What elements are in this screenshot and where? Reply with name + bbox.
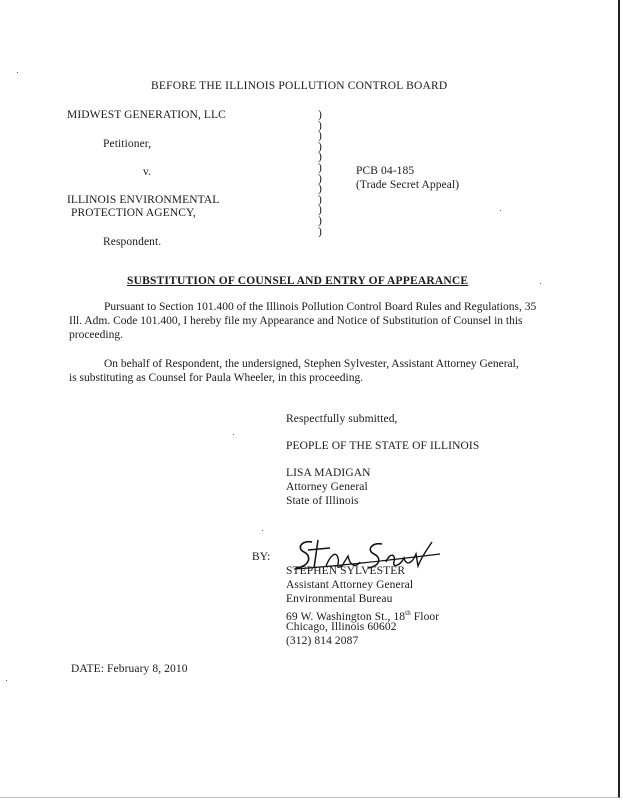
respondent-role: Respondent. [103, 236, 162, 248]
attorney-general-state: State of Illinois [286, 495, 359, 507]
scan-speck [500, 210, 501, 211]
date-line: DATE: February 8, 2010 [71, 663, 188, 675]
scan-speck [6, 680, 7, 681]
scan-speck [262, 530, 263, 531]
scan-speck [17, 72, 18, 73]
petitioner-role: Petitioner, [103, 138, 152, 150]
scan-speck [540, 283, 541, 284]
attorney-title: Assistant Attorney General [286, 579, 414, 591]
respondent-name-line2: PROTECTION AGENCY, [71, 207, 196, 219]
case-number: PCB 04-185 [356, 165, 415, 177]
phone-number: (312) 814 2087 [286, 635, 359, 647]
street-address: 69 W. Washington St., 18th Floor [286, 609, 440, 623]
attorney-general-name: LISA MADIGAN [286, 467, 371, 479]
paragraph-2: On behalf of Respondent, the undersigned, Stephen Sylvester, Assistant Attorney General, is substituting as Counsel for Paula Wheeler, in this proceeding. [69, 358, 519, 384]
attorney-name: STEPHEN SYLVESTER [286, 565, 406, 577]
paragraph-1: Pursuant to Section 101.400 of the Illinois Pollution Control Board Rules and Regulations, 35 Ill. Adm. Code 101.400, I hereby file my Appearance and Notice of Substitution of Counsel in this proceeding. [69, 301, 537, 341]
caption-parentheses: ) ) ) ) ) ) ) ) ) ) ) ) [318, 109, 322, 238]
by-label: BY: [252, 551, 271, 563]
case-type: (Trade Secret Appeal) [356, 179, 460, 191]
attorney-general-title: Attorney General [286, 481, 368, 493]
versus: v. [143, 166, 152, 178]
court-heading: BEFORE THE ILLINOIS POLLUTION CONTROL BOARD [151, 80, 448, 92]
people-of-state: PEOPLE OF THE STATE OF ILLINOIS [286, 440, 480, 452]
bureau-name: Environmental Bureau [286, 593, 393, 605]
city-address: Chicago, Illinois 60602 [286, 621, 397, 633]
petitioner-name: MIDWEST GENERATION, LLC [67, 109, 226, 121]
document-title: SUBSTITUTION OF COUNSEL AND ENTRY OF APPEARANCE [127, 275, 469, 287]
respondent-name-line1: ILLINOIS ENVIRONMENTAL [67, 194, 220, 206]
respectfully-submitted: Respectfully submitted, [286, 413, 398, 425]
scan-speck [233, 434, 234, 435]
